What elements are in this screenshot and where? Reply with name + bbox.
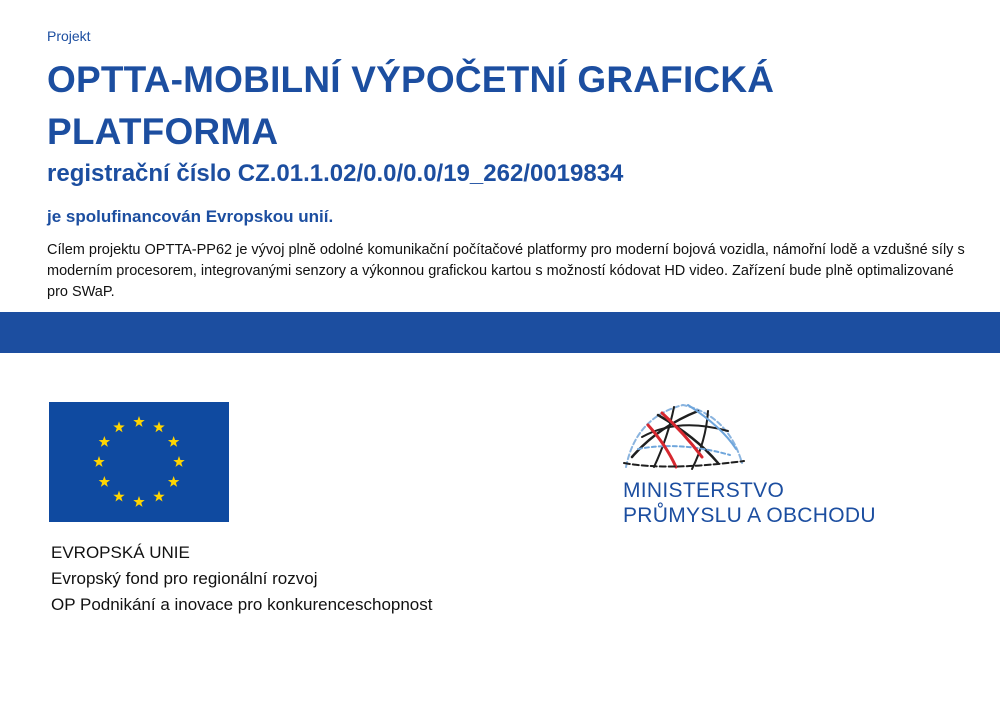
ministry-name [623,478,876,528]
registration-number: registrační číslo CZ.01.1.02/0.0/0.0/19_262/0019834 [47,160,624,187]
project-description: Cílem projektu OPTTA-PP62 je vývoj plně odolné komunikační počítačové platformy pro moderní bojová vozidla, námořní lodě a vzdušné síly s moderním procesorem, integrovanými senzory a výkonnou grafickou kartou s možností kódovat HD video. Zařízení bude plně optimalizované pro SWaP. [47,242,965,300]
eu-union-name: EVROPSKÁ UNIE [51,543,190,562]
cofinancing-statement: je spolufinancován Evropskou unií. [47,207,334,226]
ministry-name-line2: PRŮMYSLU A OBCHODU [623,504,876,527]
blue-divider-band [0,312,1000,353]
project-label: Projekt [47,28,91,44]
eu-flag-icon [49,402,229,522]
eu-funding-text [51,540,433,618]
project-title: OPTTA-MOBILNÍ VÝPOČETNÍ GRAFICKÁ PLATFORMA [47,59,775,152]
ministry-globe-logo [618,397,748,472]
eu-programme-name: OP Podnikání a inovace pro konkurenceschopnost [51,595,433,614]
eu-fund-name: Evropský fond pro regionální rozvoj [51,569,318,588]
ministry-name-line1: MINISTERSTVO [623,479,785,502]
